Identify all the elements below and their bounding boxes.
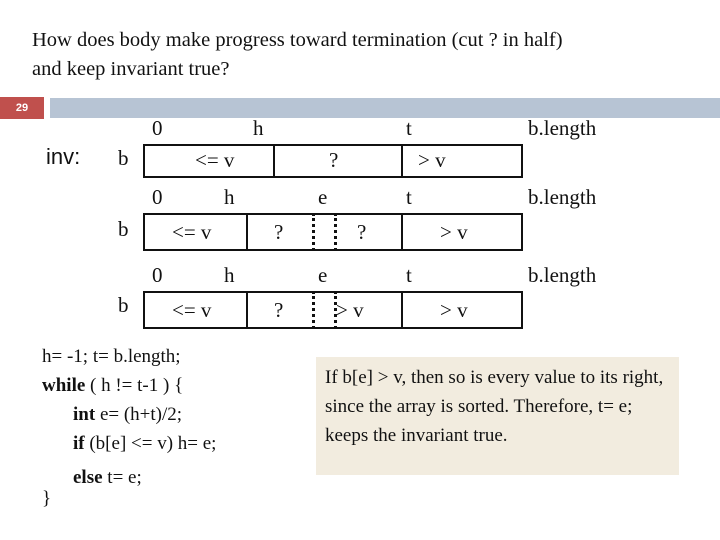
divider-h	[246, 213, 248, 251]
array-name-b: b	[118, 146, 129, 170]
index-0: 0	[152, 185, 163, 209]
title-line-1: How does body make progress toward termination (cut ? in half)	[32, 29, 563, 51]
code-block	[42, 342, 216, 513]
divider-e-left	[312, 291, 315, 329]
divider-h	[246, 291, 248, 329]
segment-unknown-left: ?	[274, 220, 284, 244]
segment-gt-v: > v	[440, 298, 468, 322]
code-text: h= -1; t= b.length;	[42, 346, 181, 367]
segment-le-v: <= v	[195, 148, 235, 172]
segment-gt-v: > v	[418, 148, 446, 172]
inv-label: inv:	[46, 144, 81, 169]
segment-gt-v-new: > v	[336, 298, 364, 322]
code-text: t= e;	[102, 467, 142, 488]
segment-unknown-right: ?	[357, 220, 367, 244]
index-0: 0	[152, 116, 163, 140]
code-text: (b[e] <= v) h= e;	[84, 433, 217, 454]
divider-t	[401, 291, 403, 329]
slide-number-badge	[0, 97, 44, 119]
index-h: h	[224, 263, 235, 287]
index-t: t	[406, 185, 412, 209]
code-line-4	[42, 429, 216, 458]
segment-unknown: ?	[329, 148, 339, 172]
title-line-2: and keep invariant true?	[32, 58, 230, 80]
divider-t	[401, 144, 403, 178]
index-t: t	[406, 263, 412, 287]
note-text: If b[e] > v, then so is every value to its right, since the array is sorted. Therefore, t= e; keeps the invariant true.	[325, 367, 664, 446]
index-0: 0	[152, 263, 163, 287]
code-text: e= (h+t)/2;	[95, 404, 183, 425]
code-keyword: else	[73, 467, 103, 488]
index-e: e	[318, 185, 328, 209]
index-h: h	[253, 116, 264, 140]
code-keyword: int	[73, 404, 96, 425]
divider-e-left	[312, 213, 315, 251]
index-h: h	[224, 185, 235, 209]
index-b-length: b.length	[528, 116, 597, 140]
divider-h	[273, 144, 275, 178]
divider-t	[401, 213, 403, 251]
index-b-length: b.length	[528, 185, 597, 209]
code-text: }	[42, 488, 52, 509]
array-name-b: b	[118, 293, 129, 317]
header-band	[50, 98, 720, 118]
explanation-note	[316, 357, 679, 475]
code-line-2	[42, 371, 216, 400]
divider-e-right	[334, 213, 337, 251]
index-e: e	[318, 263, 328, 287]
index-b-length: b.length	[528, 263, 597, 287]
segment-le-v: <= v	[172, 298, 212, 322]
slide-number: 29	[15, 102, 29, 114]
code-keyword: if	[73, 433, 85, 454]
code-line-3	[42, 400, 216, 429]
index-t: t	[406, 116, 412, 140]
code-text: ( h != t-1 ) {	[85, 375, 184, 396]
code-keyword: while	[42, 375, 86, 396]
segment-unknown: ?	[274, 298, 284, 322]
code-line-1	[42, 342, 216, 371]
array-name-b: b	[118, 217, 129, 241]
segment-gt-v: > v	[440, 220, 468, 244]
segment-le-v: <= v	[172, 220, 212, 244]
slide-title	[32, 26, 692, 84]
